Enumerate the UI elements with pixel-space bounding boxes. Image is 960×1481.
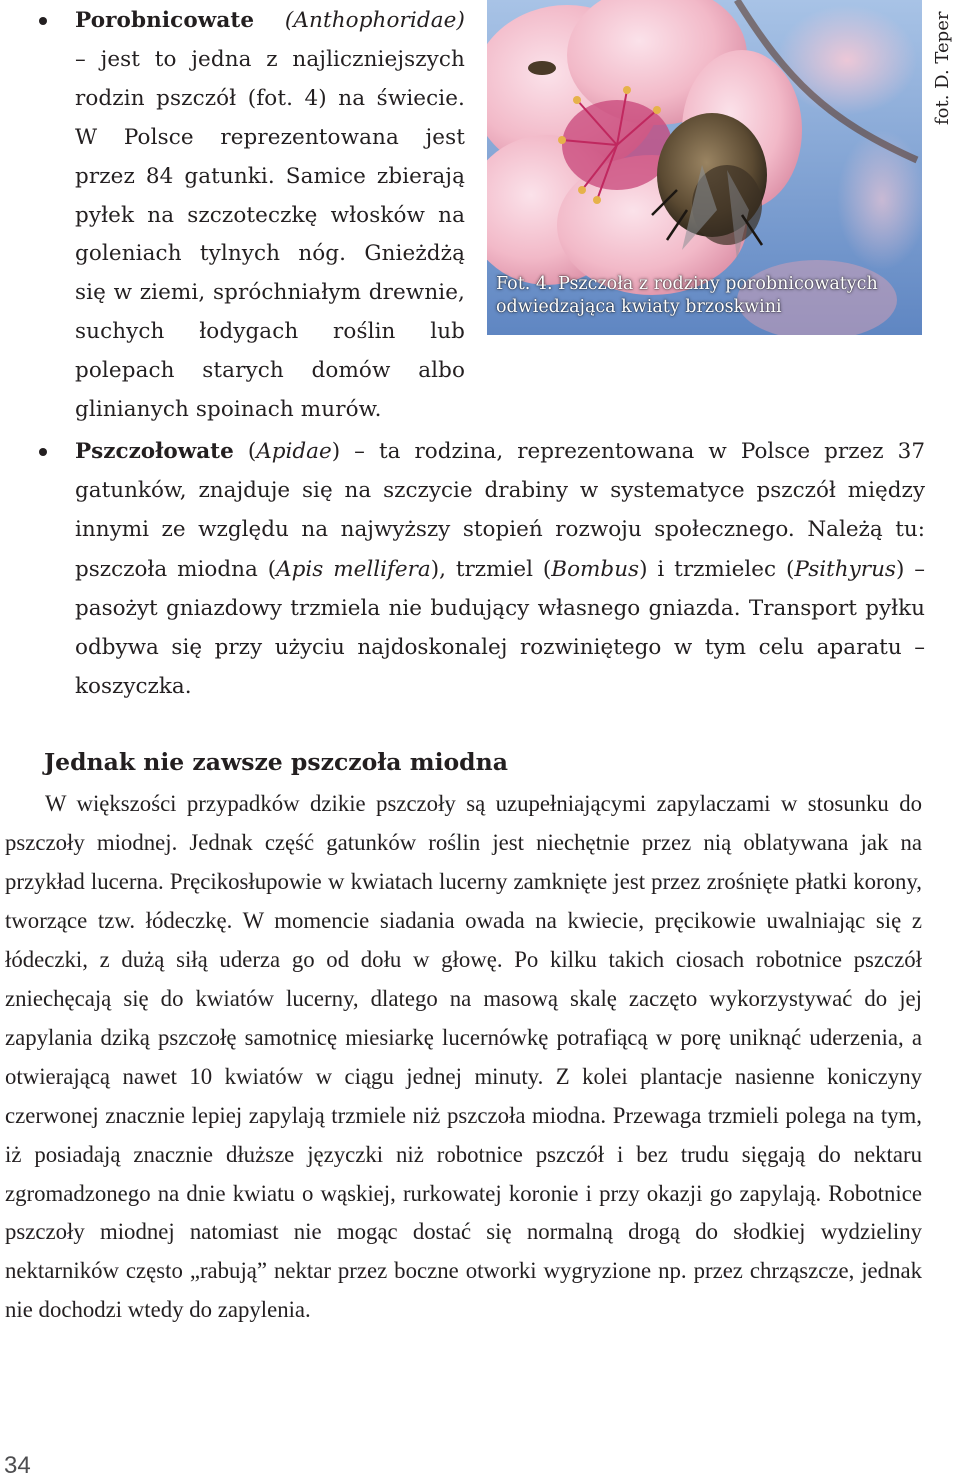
section-body (5, 785, 922, 1330)
latin-anthophoridae: (Anthophoridae) (284, 8, 465, 33)
item-pszczolowate: Pszczołowate (Apidae) – ta rodzina, reprezentowana w Polsce przez 37 gatunków, znajduje się na szczycie drabiny w systematyce pszczół między innymi ze względu na najwyższy stopień rozwoju społecznego. Należą tu: pszczoła miodna (Apis mellifera), trzmiel (Bombus) i trzmielec (Psithyrus) – pasożyt gniazdowy trzmiela nie budujący własnego gniazda. Transport pyłku odbywa się przy użyciu najdoskonalej rozwiniętego w tym celu aparatu – koszyczka. (75, 439, 926, 700)
caption-line-1: Fot. 4. Pszczoła z rodziny porobnicowatych (496, 274, 878, 294)
caption-line-2: odwiedzająca kwiaty brzoskwini (496, 297, 782, 317)
bullet-pszczolowate (39, 448, 47, 456)
term-porobnicowate: Porobnicowate (75, 8, 255, 33)
bullet-porobnicowate (39, 17, 47, 25)
item1-text: – jest to jedna z najliczniejszych rodzin pszczół (fot. 4) na świecie. W Polsce reprezentowana jest przez 84 gatunki. Samice zbierają pyłek na szczoteczkę włosków na goleniach tylnych nóg. Gnieżdżą się w ziemi, spróchniałym drewnie, suchych łodygach roślin lub polepach starych domów albo glinianych spoinach murów. (75, 46, 465, 423)
photo-credit: fot. D. Teper (932, 11, 953, 125)
section-heading: Jednak nie zawsze pszczoła miodna (44, 748, 508, 776)
photo-caption (496, 273, 916, 319)
latin-bombus: Bombus (551, 556, 640, 582)
term-pszczolowate: Pszczołowate (75, 439, 234, 464)
latin-apis-mellifera: Apis mellifera (276, 556, 431, 582)
latin-psithyrus: Psithyrus (794, 556, 896, 582)
item-porobnicowate (75, 2, 465, 430)
section-paragraph: W większości przypadków dzikie pszczoły są uzupełniającymi zapylaczami w stosunku do pszczoły miodnej. Jednak część gatunków roślin jest niechętnie przez nią oblatywana jak na przykład lucerna. Pręcikosłupowie w kwiatach lucerny zamknięte jest przez zrośnięte płatki korony, tworzące tzw. łódeczkę. W momencie siadania owada na kwiecie, pręcikowie uwalniając się z łódeczki, z dużą siłą uderza go od dołu w głowę. Po kilku takich ciosach robotnice pszczół zniechęcają się do kwiatów lucerny, dlatego na masową skalę zaczęto wykorzystywać do jej zapylania dziką pszczołę samotnicę miesiarkę lucernówkę potrafiącą w porę uniknąć uderzenia, a otwierającą nawet 10 kwiatów w ciągu jednej minuty. Z kolei plantacje nasienne koniczyny czerwonej znacznie lepiej zapylają trzmiele niż pszczoła miodna. Przewaga trzmieli polega na tym, iż posiadają znacznie dłuższe języczki niż robotnice pszczół i bez trudu sięgają do nektaru zgromadzonego na dnie kwiatu o wąskiej, rurkowatej koronie i przy okazji go zapylają. Robotnice pszczoły miodnej natomiast nie mogąc dostać się normalną drogą do słodkiej wydzieliny nektarników często „rabują” nektar przez boczne otworki wygryzione np. przez chrząszcze, jednak nie dochodzi wtedy do zapylenia. (5, 791, 922, 1323)
page-number: 34 (4, 1452, 31, 1479)
latin-apidae: Apidae (256, 439, 332, 464)
